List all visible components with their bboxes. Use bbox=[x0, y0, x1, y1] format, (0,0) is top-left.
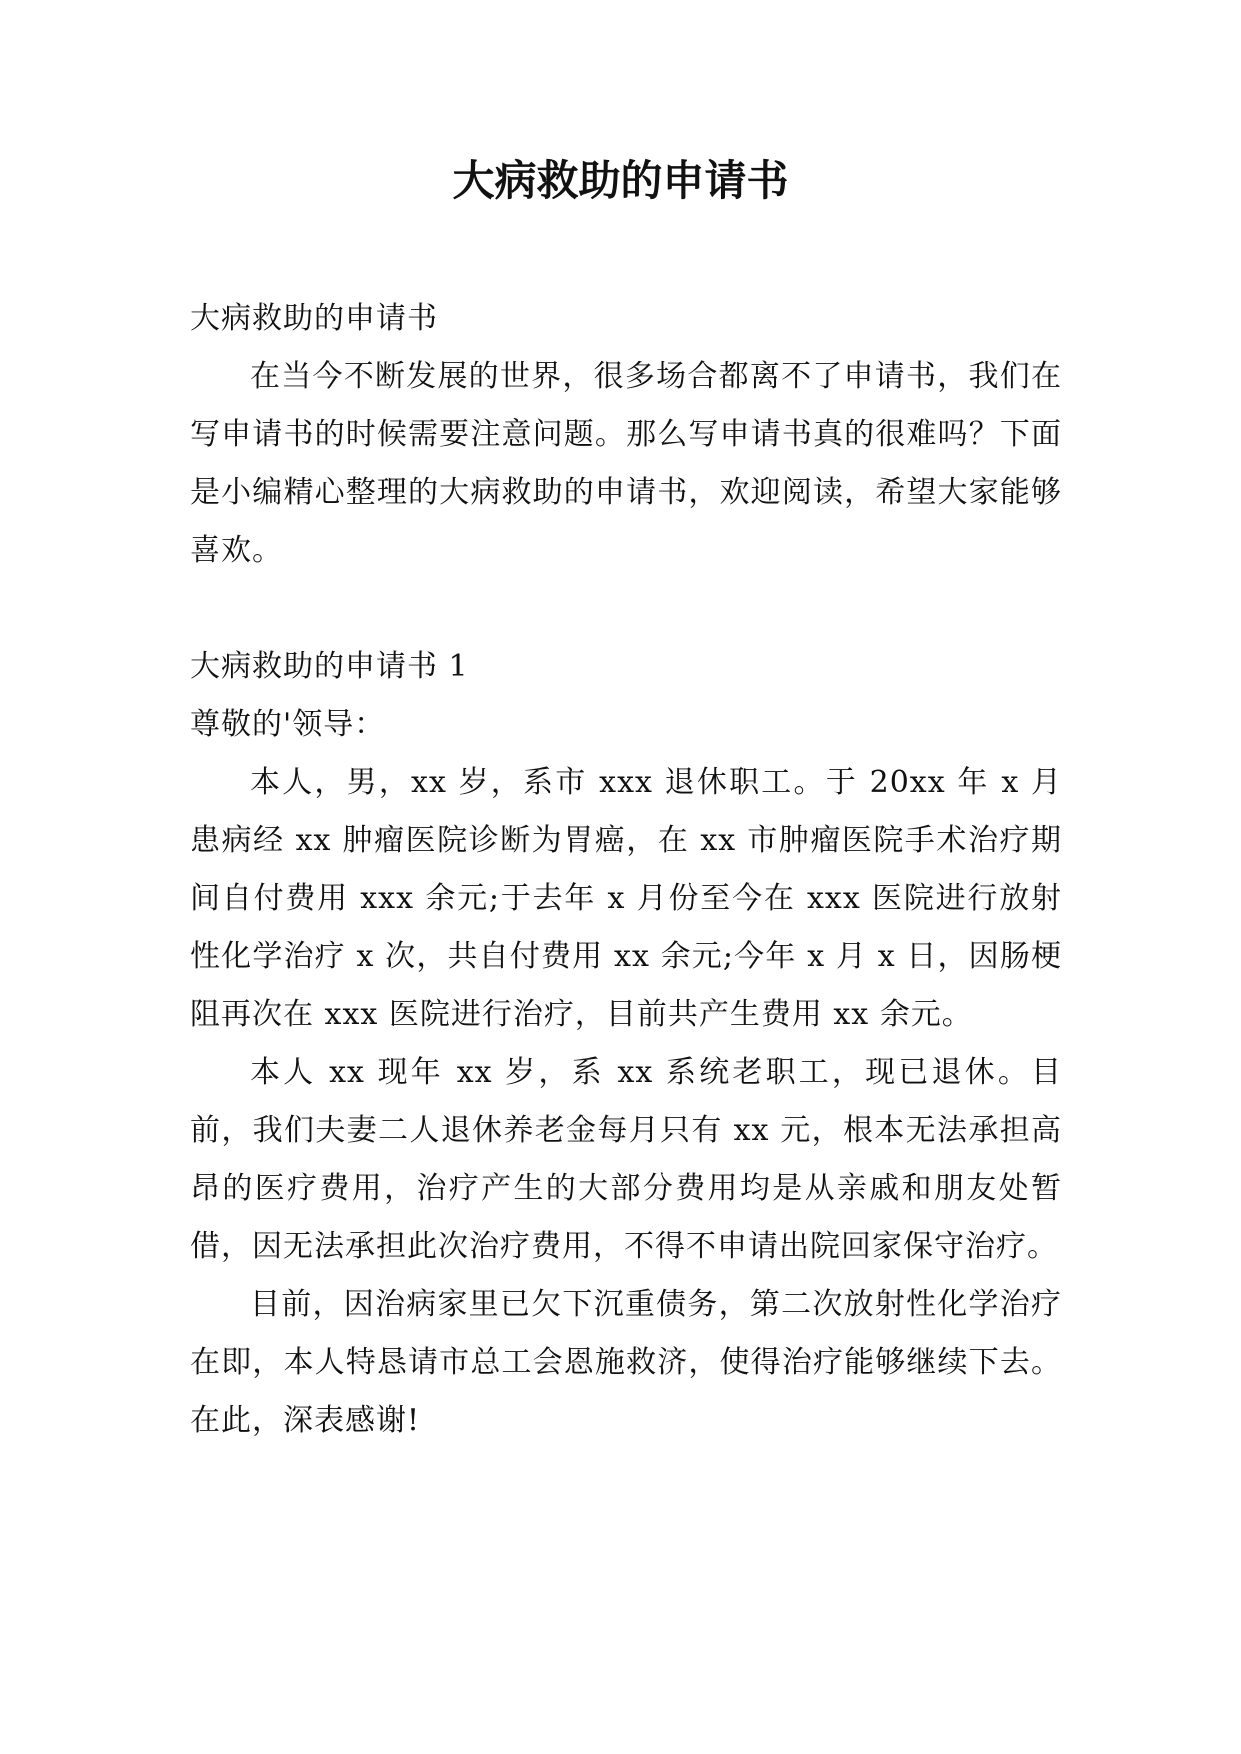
body-paragraph: 目前，因治病家里已欠下沉重债务，第二次放射性化学治疗在即，本人特恳请市总工会恩施救济，使得治疗能够继续下去。在此，深表感谢! bbox=[190, 1287, 1062, 1438]
document-body bbox=[190, 290, 1062, 1450]
document-title: 大病救助的申请书 bbox=[452, 156, 789, 205]
body-paragraph: 本人 xx 现年 xx 岁，系 xx 系统老职工，现已退休。目前，我们夫妻二人退休养老金每月只有 xx 元，根本无法承担高昂的医疗费用，治疗产生的大部分费用均是从亲戚和朋友处暂借，因无法承担此次治疗费用，不得不申请出院回家保守治疗。 bbox=[190, 1055, 1062, 1264]
body-paragraph: 本人，男，xx 岁，系市 xxx 退休职工。于 20xx 年 x 月患病经 xx 肿瘤医院诊断为胃癌，在 xx 市肿瘤医院手术治疗期间自付费用 xxx 余元;于去年 x 月份至今在 xxx 医院进行放射性化学治疗 x 次，共自付费用 xx 余元;今年 x 月 x 日，因肠梗阻再次在 xxx 医院进行治疗，目前共产生费用 xx 余元。 bbox=[190, 765, 1062, 1032]
paragraph-spacer bbox=[190, 580, 1062, 638]
salutation: 尊敬的'领导： bbox=[190, 707, 386, 742]
document-subtitle: 大病救助的申请书 bbox=[190, 301, 438, 336]
section-heading: 大病救助的申请书 1 bbox=[190, 649, 469, 684]
intro-paragraph: 在当今不断发展的世界，很多场合都离不了申请书，我们在写申请书的时候需要注意问题。那么写申请书真的很难吗？下面是小编精心整理的大病救助的申请书，欢迎阅读，希望大家能够喜欢。 bbox=[190, 359, 1062, 568]
